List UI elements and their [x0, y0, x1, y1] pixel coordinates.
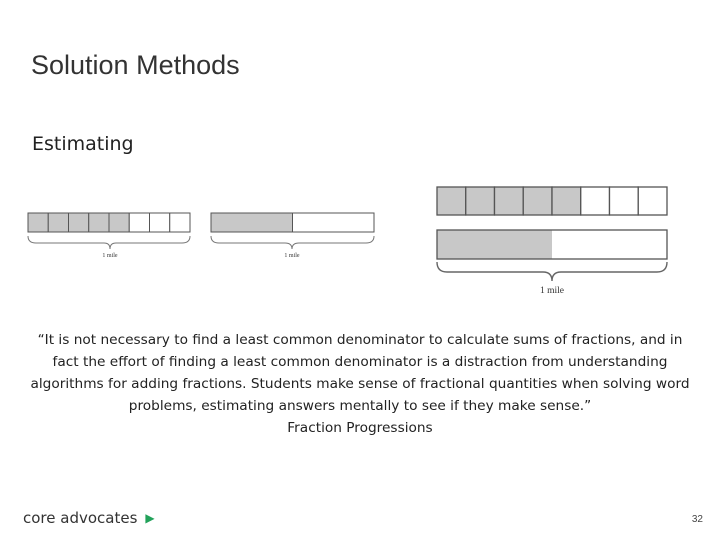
fraction-bar-eighths [28, 213, 190, 259]
bar3-top-shaded-part [523, 187, 552, 215]
bar2-brace [211, 236, 374, 249]
bar3-top-part [581, 187, 610, 215]
bar1-shaded-part [89, 213, 109, 232]
bar3-top-shaded-part [466, 187, 495, 215]
bar2-part [293, 213, 375, 232]
quote-line: “It is not necessary to find a least common denominator to calculate sums of fractions, and in [37, 332, 683, 348]
bar1-shaded-part [48, 213, 68, 232]
bar3-brace [437, 262, 667, 281]
bar1-part [150, 213, 170, 232]
bar3-label: 1 mile [539, 286, 565, 296]
fraction-bar-halves [211, 213, 374, 259]
quote-line: fact the effort of finding a least common denominator is a distraction from understanding [52, 354, 668, 370]
bar1-shaded-part [109, 213, 129, 232]
play-arrow-icon: ▶ [145, 511, 155, 525]
bar2-shaded-part [211, 213, 293, 232]
fraction-bar-comparison [437, 187, 667, 296]
bar3-top-shaded-part [437, 187, 466, 215]
bar1-part [170, 213, 190, 232]
bar1-shaded-part [69, 213, 89, 232]
brand-name: core advocates [23, 509, 138, 527]
bar1-label: 1 mile [102, 253, 118, 259]
slide-title: Solution Methods [31, 50, 240, 80]
brand-logo [23, 509, 155, 527]
bar3-top-part [638, 187, 667, 215]
quote-line: problems, estimating answers mentally to see if they make sense.” [128, 398, 592, 414]
bar3-top-shaded-part [552, 187, 581, 215]
page-number: 32 [691, 514, 703, 525]
bar1-shaded-part [28, 213, 48, 232]
slide-subtitle: Estimating [32, 133, 134, 155]
quote-block [20, 329, 700, 439]
bar1-part [129, 213, 149, 232]
bar2-label: 1 mile [284, 253, 300, 259]
quote-source: Fraction Progressions [287, 420, 433, 436]
quote-line: algorithms for adding fractions. Students make sense of fractional quantities when solving word [30, 376, 690, 392]
bar1-brace [28, 236, 190, 249]
bar3-top-part [610, 187, 639, 215]
bar3-bottom-shaded-part [437, 230, 552, 259]
bar3-top-shaded-part [495, 187, 524, 215]
